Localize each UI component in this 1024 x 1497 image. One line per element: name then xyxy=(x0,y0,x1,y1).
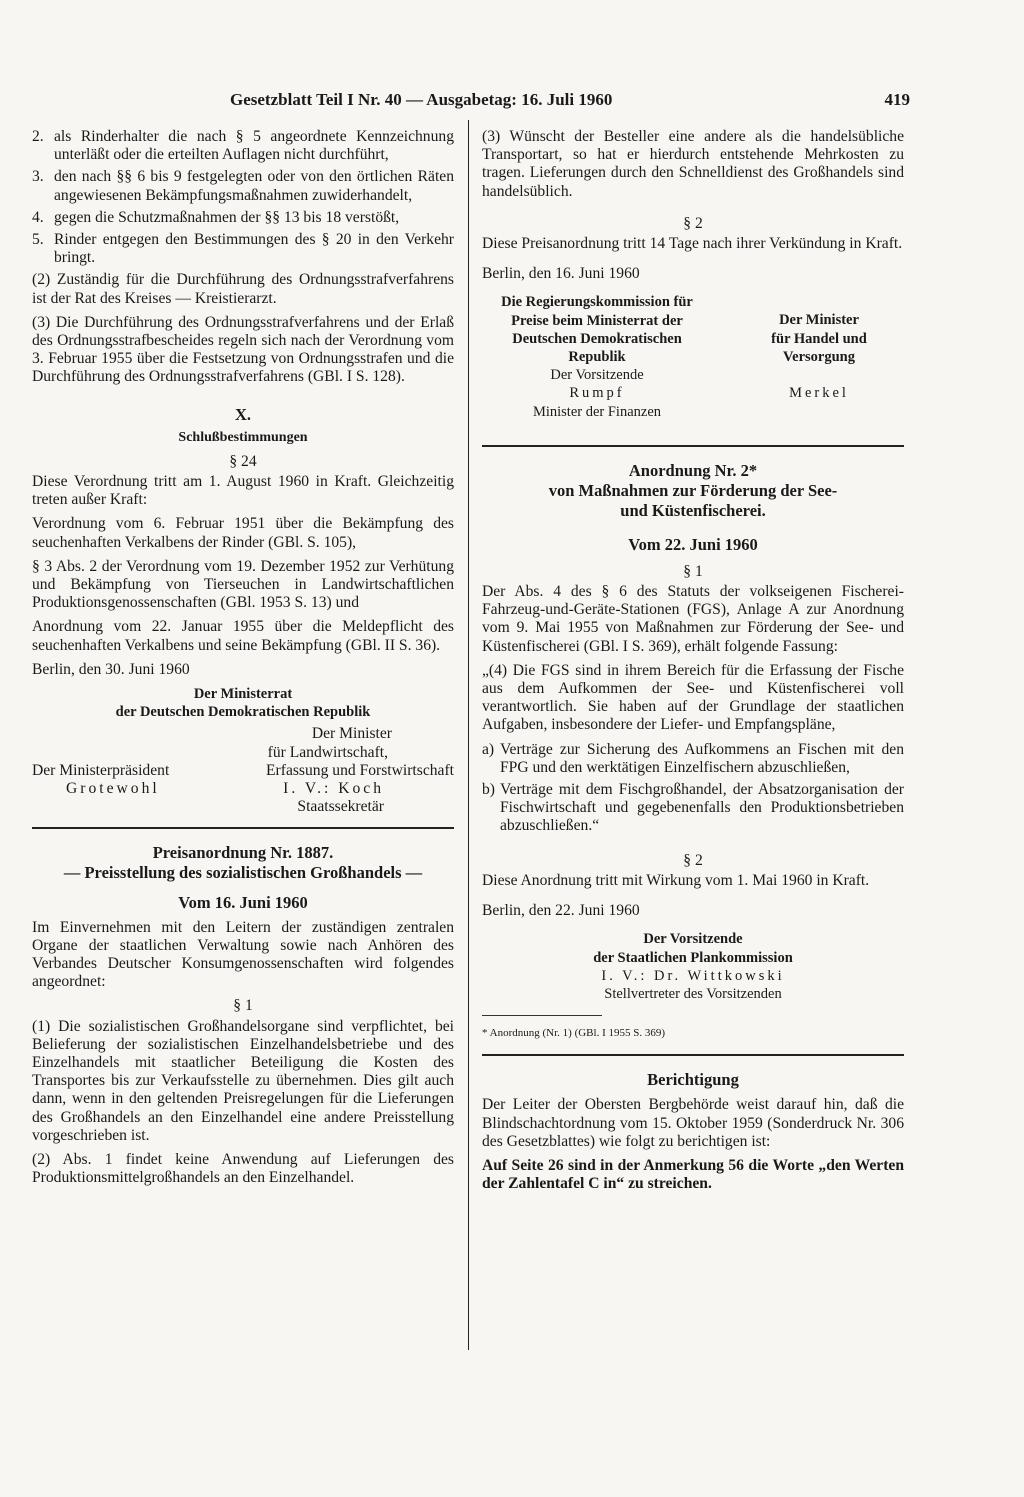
decree-subtitle: und Küstenfischerei. xyxy=(620,500,766,520)
place-date: Berlin, den 16. Juni 1960 xyxy=(482,265,640,283)
signatory-name: I. V.: Dr. Wittkowski xyxy=(601,967,785,984)
paragraph: Im Einvernehmen mit den Leitern der zuständigen zentralen Organe der staatlichen Verwaltung sowie nach Anhören des Verbandes Deutscher Konsumgenossenschaften wird folgendes angeordnet: xyxy=(32,918,454,991)
paragraph: Diese Anordnung tritt mit Wirkung vom 1. Mai 1960 in Kraft. xyxy=(482,871,870,889)
signature-row xyxy=(32,762,454,780)
paragraph: Auf Seite 26 sind in der Anmerkung 56 die Worte „den Werten der Zahlentafel C in“ zu streichen. xyxy=(482,1156,904,1193)
list-item: 3. den nach §§ 6 bis 9 festgelegten oder von den örtlichen Räten angewiesenen Bekämpfungsmaßnahmen zuwiderhandelt, xyxy=(32,168,454,204)
section-rule xyxy=(482,1054,904,1056)
signature-authority: der Staatlichen Plankommission xyxy=(593,949,793,966)
paragraph-sign: § 24 xyxy=(229,452,257,470)
paragraph: § 3 Abs. 2 der Verordnung vom 19. Dezember 1952 zur Verhütung und Bekämpfung von Tierseuchen in Landwirtschaftlichen Produktionsgenossenschaften (GBl. 1953 S. 13) und xyxy=(32,557,454,612)
decree-date: Vom 22. Juni 1960 xyxy=(628,534,758,554)
place-date: Berlin, den 22. Juni 1960 xyxy=(482,902,640,920)
signature-authority: der Deutschen Demokratischen Republik xyxy=(115,704,371,721)
section-number: X. xyxy=(234,404,252,424)
list-item: b) Verträge mit dem Fischgroßhandel, der Absatzorganisation der Fischwirtschaft und gegebenenfalls den Produktionsbetrieben abzuschließen.“ xyxy=(482,781,904,835)
signature-line: Erfassung und Forstwirtschaft xyxy=(266,761,454,779)
paragraph: (2) Zuständig für die Durchführung des Ordnungsstrafverfahrens ist der Rat des Kreises — Kreistierarzt. xyxy=(32,271,454,307)
paragraph: (1) Die sozialistischen Großhandelsorgane sind verpflichtet, bei Belieferung der sozialistischen Einzelhandelsbetriebe und des Einzelhandels mit staatlicher Beteiligung die Kosten des Transportes bis zur Verkaufsstelle zu übernehmen. Dies gilt auch dann, wenn in den geltenden Preisregelungen für die Lieferungen des Großhandels an den Einzelhandel eine andere Preisstellung vorgeschrieben ist. xyxy=(32,1017,454,1144)
paragraph: Diese Preisanordnung tritt 14 Tage nach ihrer Verkündung in Kraft. xyxy=(482,235,903,253)
paragraph: Verordnung vom 6. Februar 1951 über die Bekämpfung des seuchenhaften Verkalbens der Rinder (GBl. S. 105), xyxy=(32,515,454,551)
signature-authority: Der Vorsitzende xyxy=(643,931,743,948)
signatory-name: Grotewohl xyxy=(66,780,160,798)
paragraph: (2) Abs. 1 findet keine Anwendung auf Lieferungen des Produktionsmittelgroßhandels an den Einzelhandel. xyxy=(32,1150,454,1187)
decree-subtitle: — Preisstellung des sozialistischen Großhandels — xyxy=(63,862,423,882)
signature-line: Stellvertreter des Vorsitzenden xyxy=(604,985,782,1002)
header-title: Gesetzblatt Teil I Nr. 40 — Ausgabetag: 16. Juli 1960 xyxy=(230,90,613,109)
paragraph-sign: § 2 xyxy=(683,851,703,869)
section-rule xyxy=(482,445,904,447)
signature-left: Die Regierungskommission für Preise beim Ministerrat der Deutschen Demokratischen Republik Der Vorsitzende Rumpf Minister der Finanzen xyxy=(482,293,712,420)
signature-row xyxy=(482,293,904,420)
signature-authority: Der Ministerrat xyxy=(193,686,293,703)
list-item: 2. als Rinderhalter die nach § 5 angeordnete Kennzeichnung unterläßt oder die erteilten Auflagen nicht durchführt, xyxy=(32,128,454,164)
signature-line: für Landwirtschaft, xyxy=(267,743,388,761)
correction-title: Berichtigung xyxy=(647,1070,739,1090)
paragraph: Der Abs. 4 des § 6 des Statuts der volkseigenen Fischerei-Fahrzeug-und-Geräte-Stationen (FGS), Anlage A zur Anordnung vom 9. Mai 1955 von Maßnahmen zur Förderung der See- und Küstenfischerei (GBl. I S. 369), erhält folgende Fassung: xyxy=(482,583,904,655)
paragraph: Der Leiter der Obersten Bergbehörde weist darauf hin, daß die Blindschachtordnung vom 15. Oktober 1959 (Sonderdruck Nr. 306 des Gesetzblattes) wie folgt zu berichtigen ist: xyxy=(482,1096,904,1150)
paragraph-sign: § 2 xyxy=(683,214,703,232)
place-date: Berlin, den 30. Juni 1960 xyxy=(32,660,190,678)
paragraph: Anordnung vom 22. Januar 1955 über die Meldepflicht des seuchenhaften Verkalbens und seine Bekämpfung (GBl. II S. 36). xyxy=(32,618,454,654)
decree-subtitle: von Maßnahmen zur Förderung der See- xyxy=(548,480,838,500)
signatory-name: Merkel xyxy=(789,385,849,402)
section-title: Schlußbestimmungen xyxy=(178,429,308,445)
decree-title: Anordnung Nr. 2* xyxy=(628,460,758,480)
list-item: 5. Rinder entgegen den Bestimmungen des § 20 in den Verkehr bringt. xyxy=(32,231,454,267)
paragraph: (3) Die Durchführung des Ordnungsstrafverfahrens und der Erlaß des Ordnungsstrafbescheides regeln sich nach der Verordnung vom 3. Februar 1955 über die Festsetzung von Ordnungsstrafen und die Durchführung des Ordnungsstrafverfahrens (GBl. I S. 128). xyxy=(32,313,454,386)
paragraph: „(4) Die FGS sind in ihrem Bereich für die Erfassung der Fische aus dem Aufkommen der See- und Küstenfischerei voll verantwortlich. Sie haben auf der Grundlage der staatlichen Aufgaben, insbesondere der Liefer- und Empfangspläne, xyxy=(482,661,904,734)
list-item: a) Verträge zur Sicherung des Aufkommens an Fischen mit den FPG und den werktätigen Einzelfischern abzuschließen, xyxy=(482,740,904,776)
signature-row xyxy=(32,780,454,798)
column-divider xyxy=(468,120,469,1350)
right-column xyxy=(482,128,904,1199)
signature-line: Der Ministerpräsident xyxy=(32,761,170,779)
signatory-name: I. V.: Koch xyxy=(283,780,384,798)
signature-right: Der Minister für Handel und Versorgung Merkel xyxy=(734,293,904,420)
paragraph-sign: § 1 xyxy=(233,997,253,1015)
decree-title: Preisanordnung Nr. 1887. xyxy=(152,842,334,862)
section-rule xyxy=(32,827,454,829)
signatory-name: Rumpf xyxy=(569,385,625,402)
signature-line: Staatssekretär xyxy=(297,798,384,816)
footnote: * Anordnung (Nr. 1) (GBl. I 1955 S. 369) xyxy=(482,1027,666,1040)
signature-line: Der Minister xyxy=(311,725,392,743)
footnote-rule xyxy=(482,1015,602,1016)
page-number: 419 xyxy=(884,90,910,109)
decree-date: Vom 16. Juni 1960 xyxy=(178,892,308,912)
paragraph: (3) Wünscht der Besteller eine andere als die handelsübliche Transportart, so hat er hierdurch entstehende Mehrkosten zu tragen. Lieferungen durch den Schnelldienst des Großhandels sind handelsüblich. xyxy=(482,128,904,200)
paragraph: Diese Verordnung tritt am 1. August 1960 in Kraft. Gleichzeitig treten außer Kraft: xyxy=(32,473,454,509)
list-item: 4. gegen die Schutzmaßnahmen der §§ 13 bis 18 verstößt, xyxy=(32,208,400,226)
left-column xyxy=(32,128,454,1193)
paragraph-sign: § 1 xyxy=(683,562,703,580)
